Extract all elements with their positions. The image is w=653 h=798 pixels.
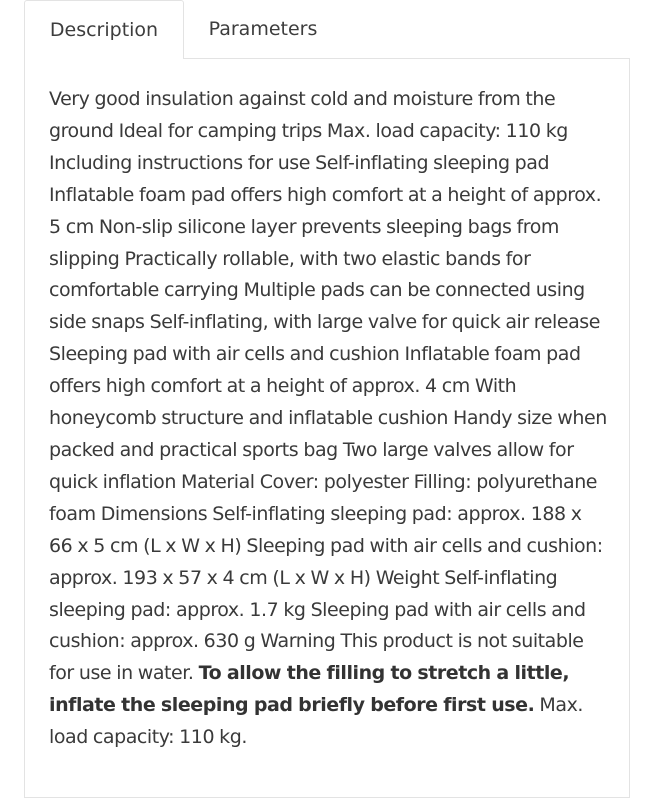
tab-description[interactable]: Description <box>24 0 184 59</box>
description-tail-text: Max. load capacity: 110 kg. <box>49 694 583 749</box>
description-text: Very good insulation against cold and moisture from the ground Ideal for camping trips Max. load capacity: 110 kg Including instructions for use Self-inflating sleeping pad Inflatable foam pad offers high comfort at a height of approx. 5 cm Non-slip silicone layer prevents sleeping bags from slipping Practically rollable, with two elastic bands for comfortable carrying Multiple pads can be connected using side snaps Self-inflating, with large valve for quick air release Sleeping pad with air cells and cushion Inflatable foam pad offers high comfort at a height of approx. 4 cm With honeycomb structure and inflatable cushion Handy size when packed and practical sports bag Two large valves allow for quick inflation Material Cover: polyester Filling: polyurethane foam Dimensions Self-inflating sleeping pad: approx. 188 x 66 x 5 cm (L x W x H) Sleeping pad with air cells and cushion: approx. 193 x 57 x 4 cm (L x W x H) Weight Self-inflating sleeping pad: approx. 1.7 kg Sleeping pad with air cells and cushion: approx. 630 g Warning This product is not suitable for use in water. <box>49 88 607 685</box>
tab-parameters[interactable]: Parameters <box>208 18 318 40</box>
description-bold-note: To allow the filling to stretch a little, inflate the sleeping pad briefly before first use. <box>49 662 570 717</box>
product-description <box>49 84 609 754</box>
tab-bar <box>0 0 653 58</box>
